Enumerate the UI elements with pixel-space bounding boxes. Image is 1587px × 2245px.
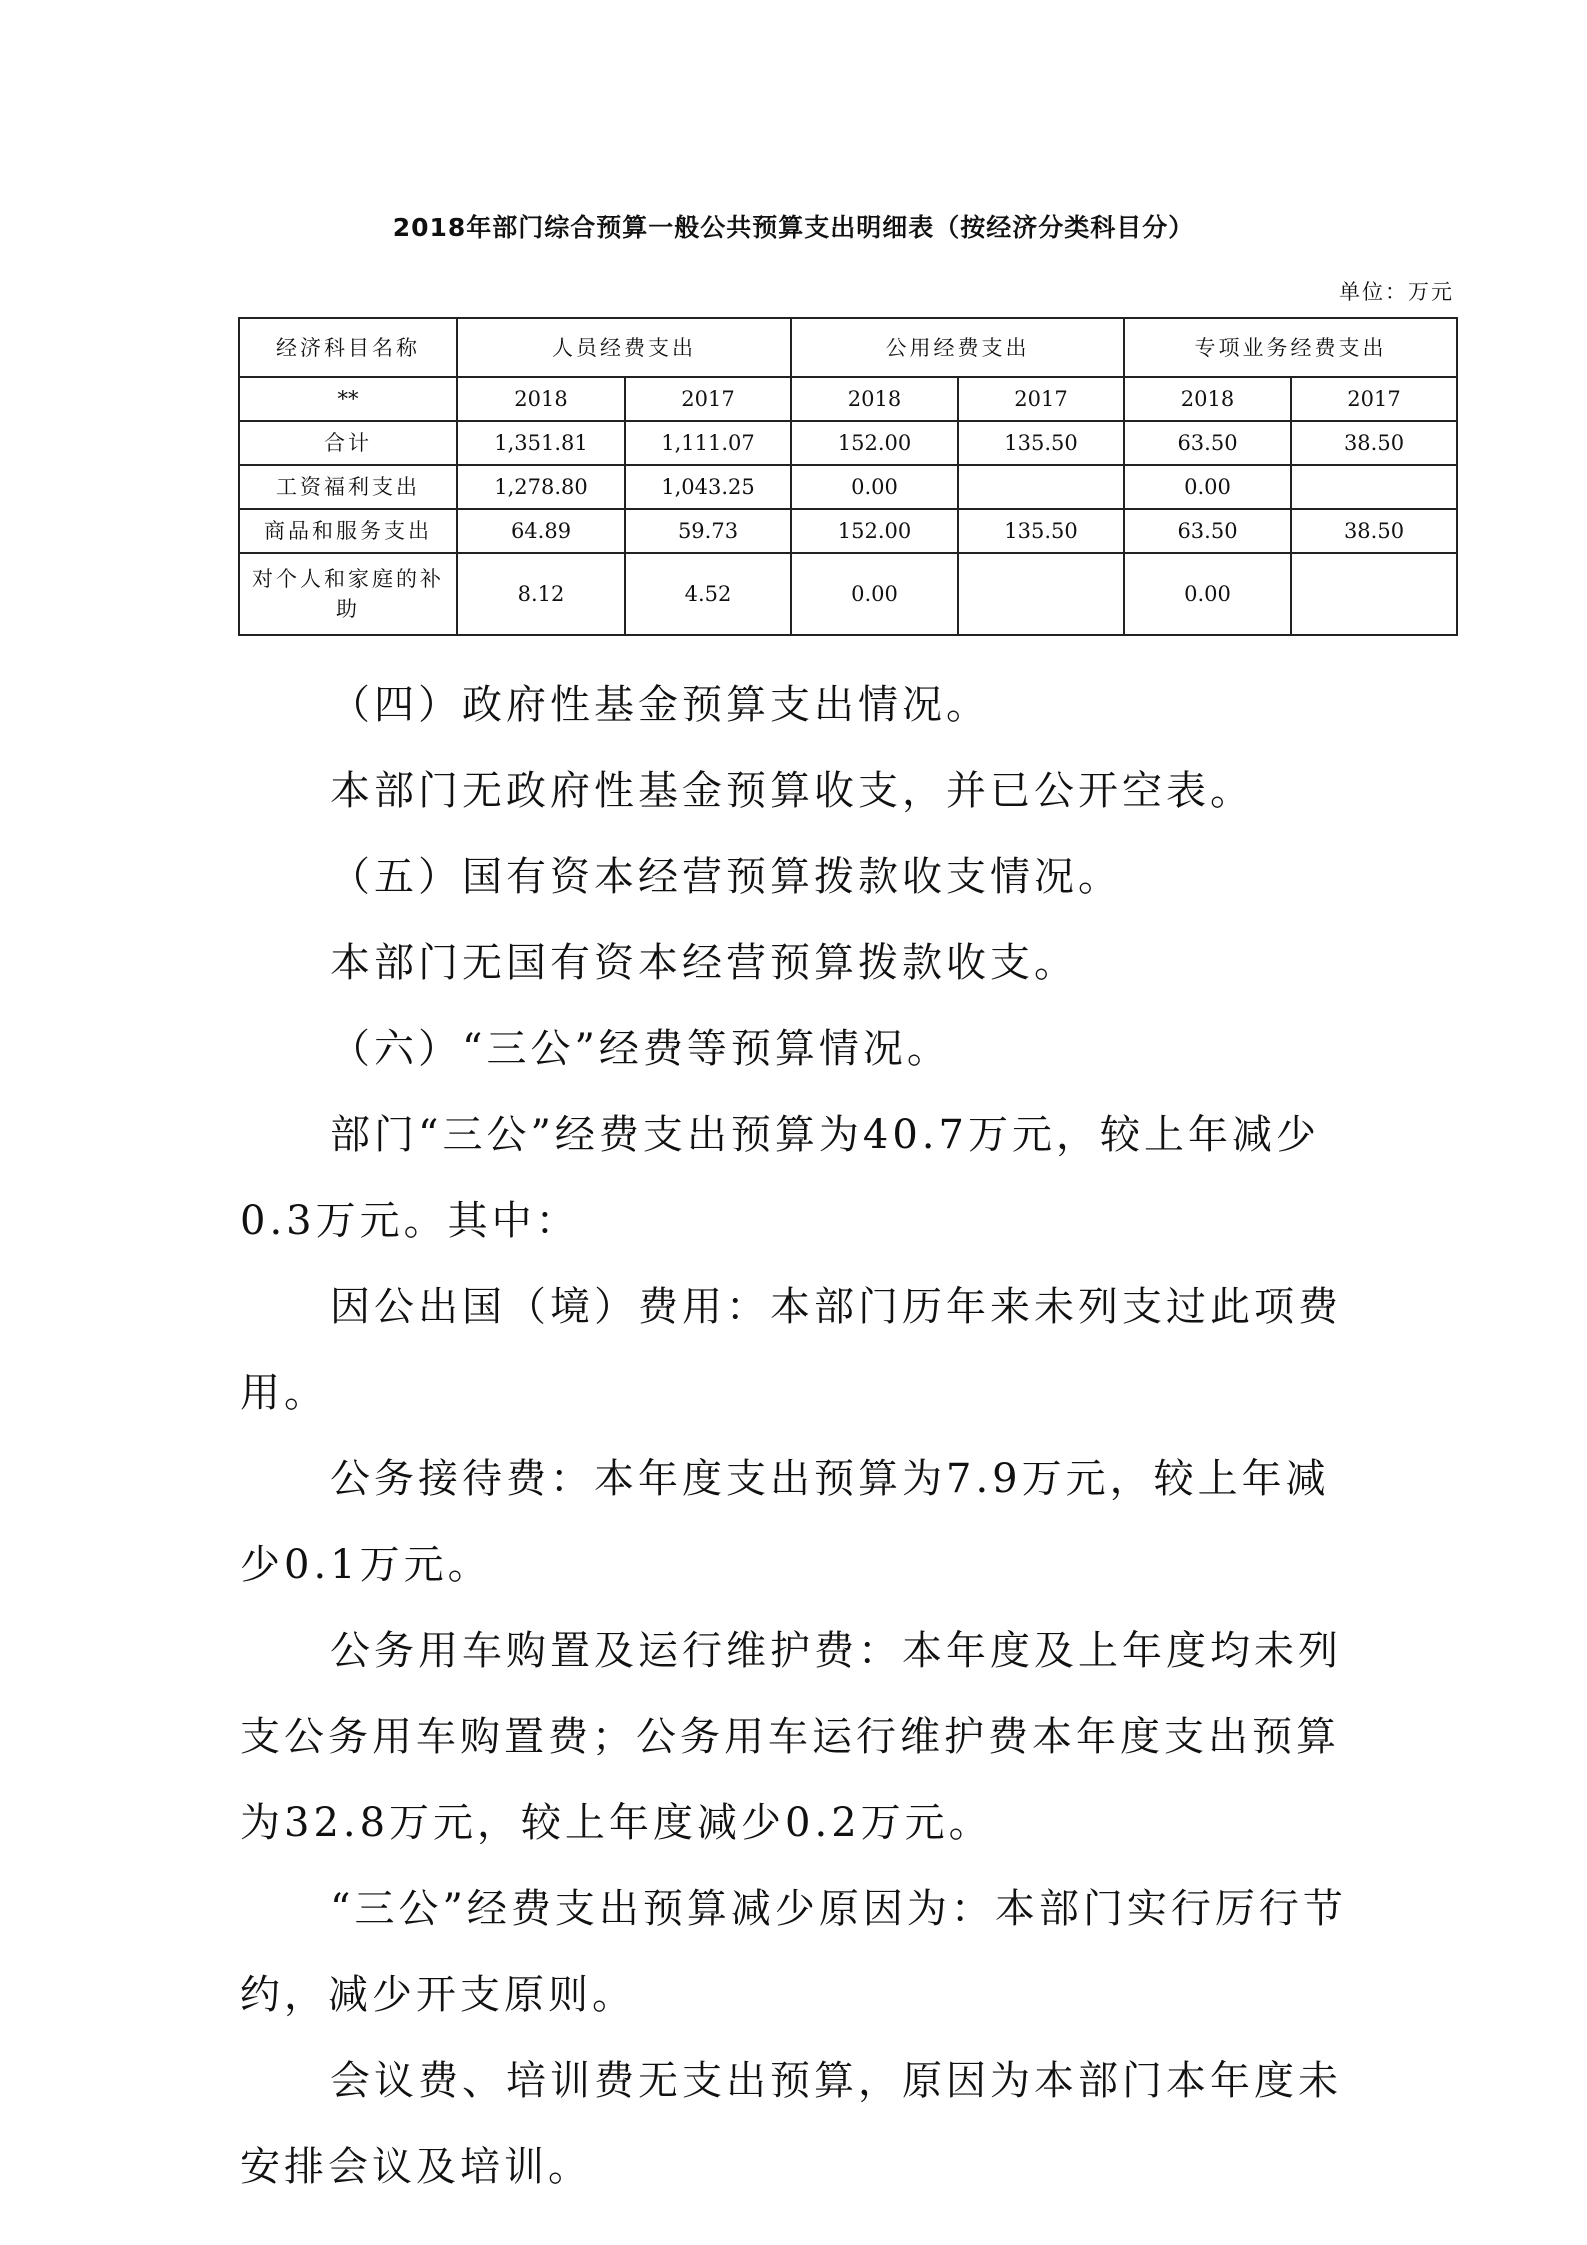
year-cell: 2018 [457, 377, 625, 421]
table-cell [1291, 553, 1457, 635]
paragraph: 会议费、培训费无支出预算，原因为本部门本年度未安排会议及培训。 [240, 2058, 1342, 2190]
table-cell: 135.50 [958, 509, 1124, 553]
header-public: 公用经费支出 [791, 318, 1124, 377]
table-cell: 63.50 [1124, 421, 1291, 465]
unit-label: 单位：万元 [1339, 280, 1454, 304]
row-name: 商品和服务支出 [239, 509, 457, 553]
table-cell: 0.00 [791, 553, 958, 635]
table-cell: 64.89 [457, 509, 625, 553]
paragraph: 因公出国（境）费用：本部门历年来未列支过此项费用。 [240, 1284, 1342, 1416]
year-cell: 2018 [1124, 377, 1291, 421]
year-cell: 2018 [791, 377, 958, 421]
header-personnel: 人员经费支出 [457, 318, 791, 377]
table-row [239, 465, 1457, 509]
row-name: 对个人和家庭的补助 [239, 553, 457, 635]
header-name-col: 经济科目名称 [239, 318, 457, 377]
table-cell: 1,278.80 [457, 465, 625, 509]
table-row [239, 421, 1457, 465]
table-cell: 4.52 [625, 553, 791, 635]
paragraph: 本部门无政府性基金预算收支，并已公开空表。 [330, 768, 1254, 814]
table-cell: 1,043.25 [625, 465, 791, 509]
paragraph: “三公”经费支出预算减少原因为：本部门实行厉行节约，减少开支原则。 [240, 1886, 1347, 2018]
year-row-marker: ** [239, 377, 457, 421]
table-cell [958, 553, 1124, 635]
table-cell: 0.00 [791, 465, 958, 509]
table-cell [1291, 465, 1457, 509]
paragraph: 公务用车购置及运行维护费：本年度及上年度均未列支公务用车购置费；公务用车运行维护费本年度支出预算为32.8万元，较上年度减少0.2万元。 [240, 1628, 1342, 1846]
year-cell: 2017 [1291, 377, 1457, 421]
year-cell: 2017 [958, 377, 1124, 421]
table-cell: 152.00 [791, 509, 958, 553]
table-cell: 0.00 [1124, 553, 1291, 635]
table-cell: 0.00 [1124, 465, 1291, 509]
section-heading: （五）国有资本经营预算拨款收支情况。 [330, 854, 1122, 900]
table-row [239, 553, 1457, 635]
document-title: 2018年部门综合预算一般公共预算支出明细表（按经济分类科目分） [392, 213, 1195, 242]
year-cell: 2017 [625, 377, 791, 421]
table-cell: 8.12 [457, 553, 625, 635]
table-cell: 1,351.81 [457, 421, 625, 465]
table-cell: 152.00 [791, 421, 958, 465]
section-heading: （四）政府性基金预算支出情况。 [330, 682, 990, 728]
table-year-row [239, 377, 1457, 421]
table-cell: 38.50 [1291, 421, 1457, 465]
row-name: 工资福利支出 [239, 465, 457, 509]
table-cell: 1,111.07 [625, 421, 791, 465]
table-row [239, 509, 1457, 553]
table-cell: 63.50 [1124, 509, 1291, 553]
paragraph: 本部门无国有资本经营预算拨款收支。 [330, 940, 1078, 986]
header-special: 专项业务经费支出 [1124, 318, 1457, 377]
paragraph: 部门“三公”经费支出预算为40.7万元，较上年减少0.3万元。其中： [240, 1112, 1320, 1244]
section-heading: （六）“三公”经费等预算情况。 [330, 1026, 951, 1072]
table-cell [958, 465, 1124, 509]
table-header-row [239, 318, 1457, 377]
table-cell: 38.50 [1291, 509, 1457, 553]
body-text [240, 662, 1348, 2210]
table-cell: 135.50 [958, 421, 1124, 465]
paragraph: 公务接待费：本年度支出预算为7.9万元，较上年减少0.1万元。 [240, 1456, 1330, 1588]
table-cell: 59.73 [625, 509, 791, 553]
budget-table [238, 317, 1458, 636]
row-name: 合计 [239, 421, 457, 465]
